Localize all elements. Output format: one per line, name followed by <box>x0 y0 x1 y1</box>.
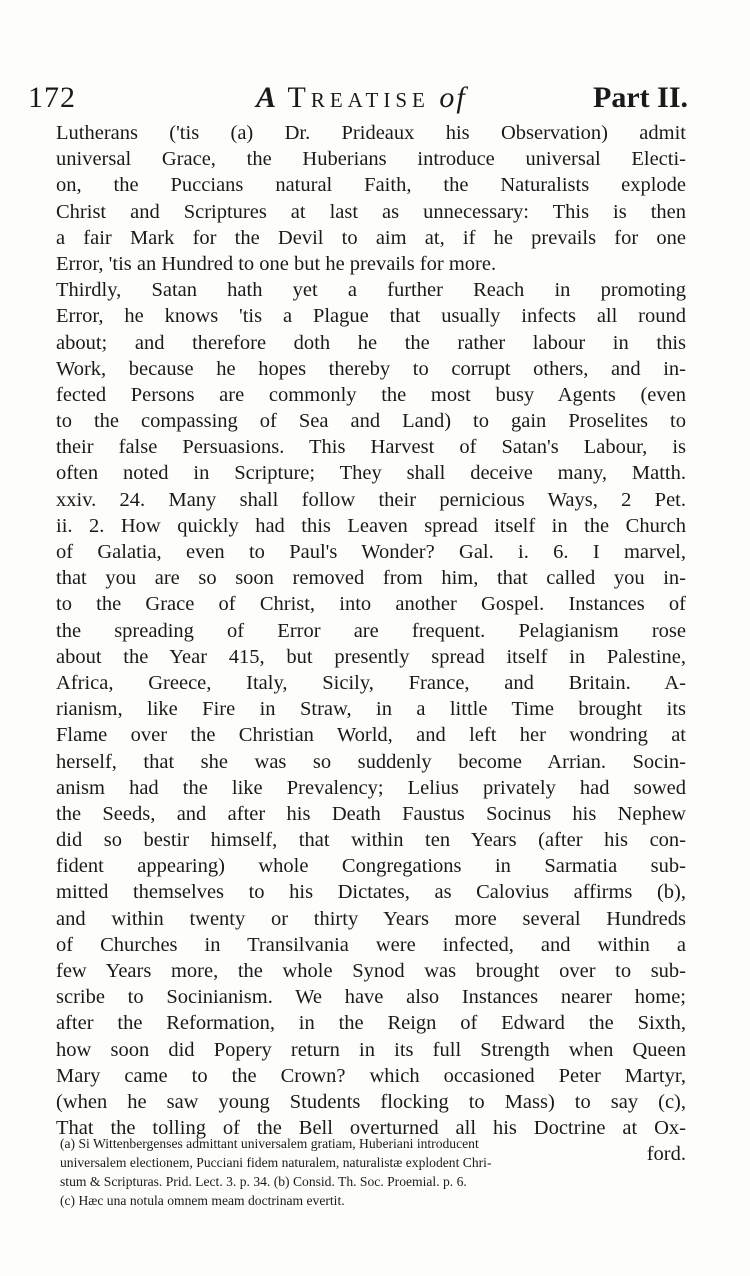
text-line: and within twenty or thirty Years more several Hundreds <box>56 907 686 930</box>
text-line: scribe to Socinianism. We have also Instances nearer home; <box>56 986 686 1009</box>
page-header <box>28 78 688 118</box>
footnotes <box>60 1134 690 1210</box>
footnote-line: (c) Hæc una notula omnem meam doctrinam evertit. <box>60 1193 345 1208</box>
text-line: how soon did Popery return in its full Strength when Queen <box>56 1038 686 1061</box>
running-title-article: A <box>256 81 279 114</box>
footnote-line: universalem electionem, Pucciani fidem naturalem, naturalistæ explodent Chri- <box>60 1155 492 1170</box>
text-line: Africa, Greece, Italy, Sicily, France, and Britain. A- <box>56 671 686 694</box>
text-line: That the tolling of the Bell overturned all his Doctrine at Ox- <box>56 1117 686 1140</box>
footnote-line: (a) Si Wittenbergenses admittant universalem gratiam, Huberiani introducent <box>60 1136 479 1151</box>
text-line: to the Grace of Christ, into another Gospel. Instances of <box>56 593 686 616</box>
text-line: the spreading of Error are frequent. Pelagianism rose <box>56 619 686 642</box>
text-line: a fair Mark for the Devil to aim at, if he prevails for one <box>56 226 686 249</box>
text-line: Error, he knows 'tis a Plague that usually infects all round <box>56 305 686 328</box>
text-line: Work, because he hopes thereby to corrupt others, and in- <box>56 357 686 380</box>
page-number: 172 <box>28 81 76 114</box>
text-line: often noted in Scripture; They shall deceive many, Matth. <box>56 462 686 485</box>
part-label: Part II. <box>593 81 688 114</box>
text-line: few Years more, the whole Synod was brought over to sub- <box>56 960 686 982</box>
text-line: anism had the like Prevalency; Lelius privately had sowed <box>56 776 686 799</box>
text-line: (when he saw young Students flocking to Mass) to say (c), <box>56 1090 686 1113</box>
text-line: on, the Puccians natural Faith, the Naturalists explode <box>56 174 686 197</box>
text-line: universal Grace, the Huberians introduce universal Electi- <box>56 148 686 171</box>
text-line: ii. 2. How quickly had this Leaven spread itself in the Church <box>56 514 686 537</box>
text-line: Flame over the Christian World, and left her wondring at <box>56 724 686 747</box>
text-line: their false Persuasions. This Harvest of Satan's Labour, is <box>56 436 686 459</box>
text-line: after the Reformation, in the Reign of Edward the Sixth, <box>56 1012 686 1035</box>
text-line: that you are so soon removed from him, that called you in- <box>56 567 686 590</box>
running-title-of: of <box>439 81 467 114</box>
main-text <box>56 120 686 1168</box>
text-line: of Churches in Transilvania were infected, and within a <box>56 933 686 956</box>
text-line: to the compassing of Sea and Land) to gain Proselites to <box>56 410 686 433</box>
text-line: Mary came to the Crown? which occasioned Peter Martyr, <box>56 1064 686 1087</box>
footnote-line: stum & Scripturas. Prid. Lect. 3. p. 34. (b) Consid. Th. Soc. Proemial. p. 6. <box>60 1174 467 1189</box>
text-line: about the Year 415, but presently spread itself in Palestine, <box>56 645 686 668</box>
text-line: Thirdly, Satan hath yet a further Reach in promoting <box>56 279 686 302</box>
text-line: xxiv. 24. Many shall follow their pernicious Ways, 2 Pet. <box>56 488 686 511</box>
text-line: the Seeds, and after his Death Faustus Socinus his Nephew <box>56 802 686 825</box>
text-line: fident appearing) whole Congregations in Sarmatia sub- <box>56 855 686 878</box>
text-line: ford. <box>646 1143 686 1166</box>
running-title-main: Treatise <box>287 81 430 114</box>
text-line: herself, that she was so suddenly become Arrian. Socin- <box>56 750 686 773</box>
text-line: mitted themselves to his Dictates, as Calovius affirms (b), <box>56 881 686 904</box>
text-line: fected Persons are commonly the most busy Agents (even <box>56 383 686 406</box>
text-line: rianism, like Fire in Straw, in a little Time brought its <box>56 698 686 721</box>
text-line: Christ and Scriptures at last as unnecessary: This is then <box>56 200 686 223</box>
text-line: did so bestir himself, that within ten Years (after his con- <box>56 829 686 852</box>
text-line: of Galatia, even to Paul's Wonder? Gal. i. 6. I marvel, <box>56 541 686 563</box>
text-line: about; and therefore doth he the rather labour in this <box>56 331 686 354</box>
text-line: Error, 'tis an Hundred to one but he prevails for more. <box>56 252 497 275</box>
text-line: Lutherans ('tis (a) Dr. Prideaux his Observation) admit <box>56 122 686 144</box>
running-title <box>256 78 467 118</box>
